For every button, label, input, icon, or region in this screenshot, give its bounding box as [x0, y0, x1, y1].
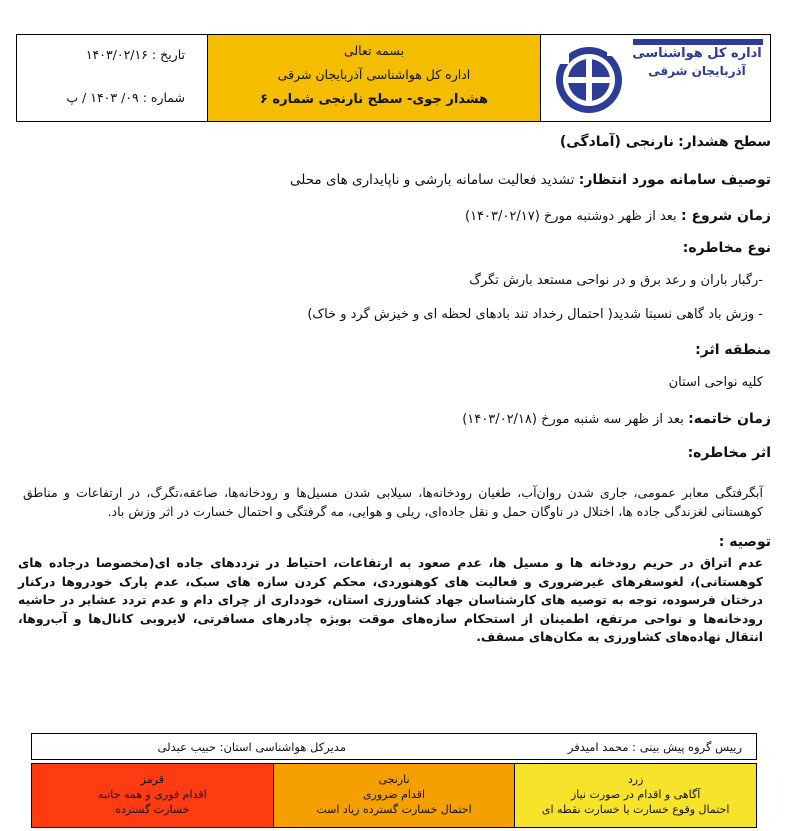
legend-orange-line1: اقدام ضروری: [362, 788, 426, 801]
system-value: تشدید فعالیت سامانه بارشی و ناپایداری های محلی: [290, 172, 575, 188]
logo-text-line1: اداره کل هواشناسی: [632, 46, 762, 61]
legend-yellow-line2: احتمال وقوع خسارت یا خسارت نقطه ای: [541, 803, 730, 816]
advice-text: عدم اتراق در حریم رودخانه ها و مسیل ها، عدم صعود به ارتفاعات، احتیاط در ترددهای جاده ای(مخصوصا درجاده های کوهستانی)، لغوسفرهای غیرضروری و فعالیت های کوهنوردی، محکم کردن سازه های سبک، عدم پارک خودروها درکنار درختان فرسوده، توجه به توصیه های کارشناسان جهاد کشاورزی استان، خودداری از چرای دام و عدم تردد عشایر در حاشیه رودخانه‌ها و نواحی مرتفع، اطمینان از استحکام سازه‌های موقت بویژه چادرهای مسافرتی، لایروبی کانال‌ها و آب‌روها، انتقال نهاده‌های کشاورزی به مکان‌های مسقف.: [18, 556, 763, 644]
hazard-item-1: -رگبار باران و رعد برق و در نواحی مستعد بارش تگرگ: [469, 273, 763, 288]
warning-title: هشدار جوی- سطح نارنجی شماره ۶: [259, 92, 489, 107]
legend-red-line2: خسارت گسترده: [115, 803, 190, 816]
logo-stripe: [633, 39, 763, 45]
legend-red-line1: اقدام فوری و همه جانبه: [98, 788, 207, 801]
warning-level-value: نارنجی (آمادگی): [559, 134, 674, 150]
area-label: منطقه اثر:: [695, 342, 771, 358]
legend-yellow: [515, 764, 756, 827]
warning-level-row: [560, 134, 771, 150]
effect-label: اثر مخاطره:: [687, 445, 771, 461]
number-label: شماره :: [142, 90, 185, 105]
meteorology-logo-icon: [547, 38, 627, 118]
effect-text: آبگرفتگی معابر عمومی، جاری شدن روان‌آب، طغیان رودخانه‌ها، سیلابی شدن مسیل‌ها و رودخانه‌ها، صاعقه،تگرگ، در ارتفاعات و مناطق کوهستانی لغزندگی جاده ها، اختلال در ناوگان حمل و نقل جاده‌ای، ریلی و هوایی، مه گرفتگی و احتمال خسارت در اثر وزش باد.: [23, 485, 763, 519]
advice-label: توصیه :: [718, 534, 771, 550]
date-cell: [17, 35, 207, 121]
legend-orange: [274, 764, 516, 827]
hazard-item-2: - وزش باد گاهی نسبتا شدید( احتمال رخداد تند بادهای لحظه ای و خیزش گرد و خاک): [307, 307, 763, 322]
legend-orange-line2: احتمال خسارت گسترده زیاد است: [316, 803, 472, 816]
legend-red-title: قرمز: [140, 773, 164, 786]
legend-orange-title: نارنجی: [378, 773, 410, 786]
title-cell: [207, 35, 540, 121]
date-row: [86, 47, 185, 62]
system-row: [290, 172, 771, 188]
start-time-row: [465, 208, 771, 224]
system-label: توصیف سامانه مورد انتظار:: [578, 172, 771, 188]
end-time-value: بعد از ظهر سه شنبه مورخ (۱۴۰۳/۰۲/۱۸): [462, 412, 684, 427]
start-time-value: بعد از ظهر دوشنبه مورخ (۱۴۰۳/۰۲/۱۷): [464, 209, 677, 224]
logo-cell: [540, 35, 770, 121]
legend-yellow-title: زرد: [627, 773, 644, 786]
header-table: [16, 34, 771, 122]
warning-level-label: سطح هشدار:: [678, 134, 771, 150]
date-label: تاریخ :: [151, 47, 185, 62]
legend-yellow-line1: آگاهی و اقدام در صورت نیاز: [571, 788, 701, 801]
area-value: کلیه نواحی استان: [668, 375, 763, 390]
warning-legend: [31, 763, 757, 828]
legend-red: [32, 764, 274, 827]
organization-name: اداره کل هواشناسی آذربایجان شرقی: [277, 67, 471, 82]
number-value: ۰۹/ ۱۴۰۳ / پ: [66, 90, 139, 105]
end-time-row: [462, 411, 771, 427]
number-row: [66, 90, 185, 105]
hazard-label: نوع مخاطره:: [682, 240, 771, 256]
forecast-head: رییس گروه پیش بینی : محمد امیدفر: [567, 740, 742, 754]
signature-box: [31, 733, 757, 760]
director-name: مدیرکل هواشناسی استان: حبیب عبدلی: [157, 740, 346, 754]
end-time-label: زمان خاتمه:: [688, 411, 771, 427]
date-value: ۱۴۰۳/۰۲/۱۶: [85, 47, 148, 62]
start-time-label: زمان شروع :: [680, 208, 771, 224]
logo-text-line2: آذربایجان شرقی: [648, 64, 746, 78]
bismillah-text: بسمه تعالی: [343, 43, 405, 58]
